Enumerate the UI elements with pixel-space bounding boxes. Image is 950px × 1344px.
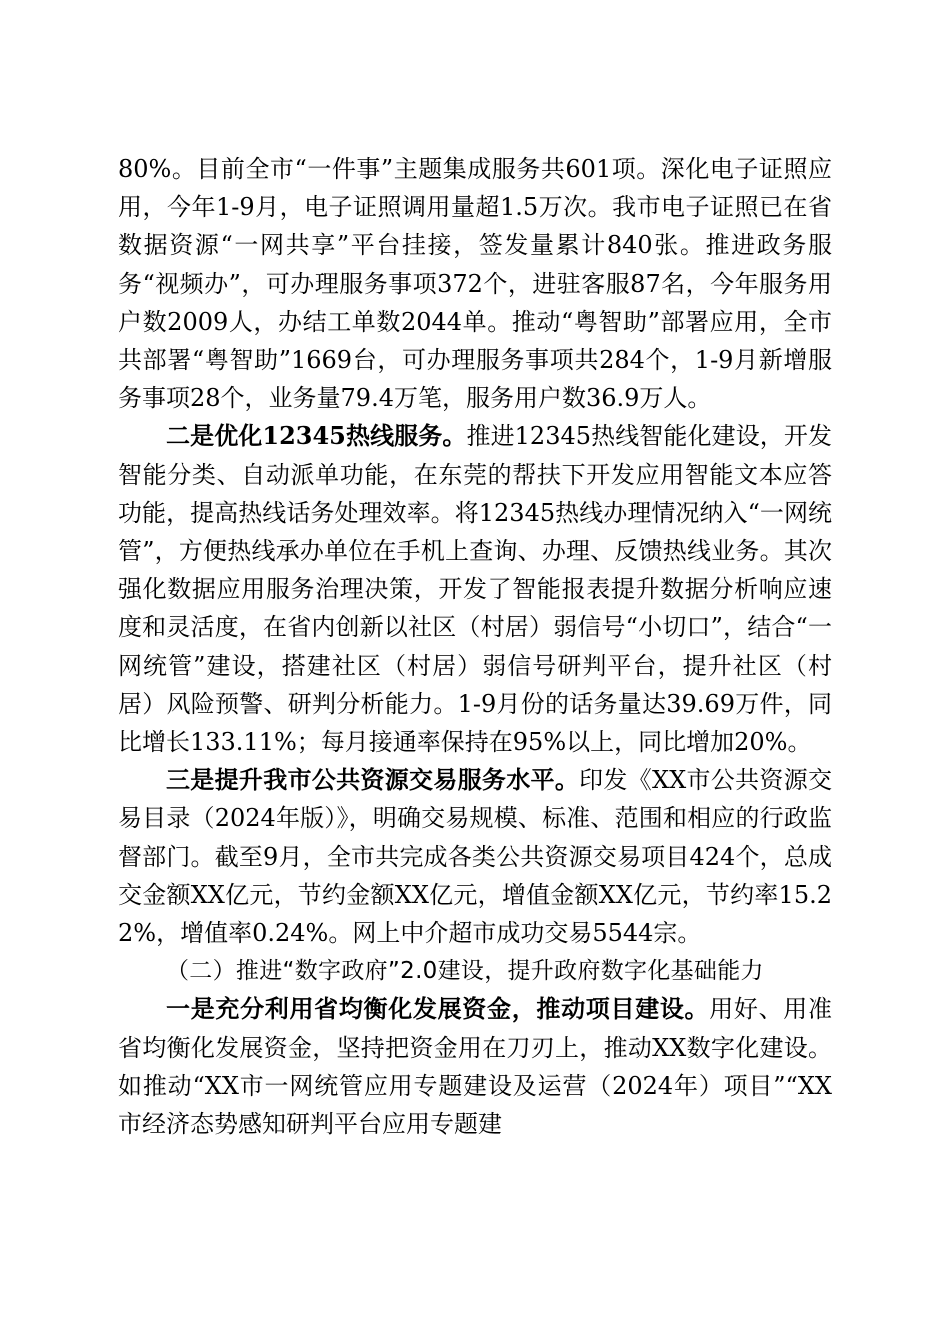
paragraph-lead: 一是充分利用省均衡化发展资金，推动项目建设。 (166, 994, 710, 1024)
paragraph-text: 印发《XX市公共资源交易目录（2024年版）》，明确交易规模、标准、范围和相应的行政监督部门。截至9月，全市共完成各类公共资源交易项目424个，总成交金额XX亿元，节约金额XX亿元，增值金额XX亿元，节约率15.22%，增值率0.24%。网上中介超市成功交易5544宗。 (118, 766, 833, 948)
paragraph-continuation (118, 150, 832, 417)
paragraph-text: 推进12345热线智能化建设，开发智能分类、自动派单功能，在东莞的帮扶下开发应用智能文本应答功能，提高热线话务处理效率。将12345热线办理情况纳入“一网统管”，方便热线承办单位在手机上查询、办理、反馈热线业务。其次强化数据应用服务治理决策，开发了智能报表提升数据分析响应速度和灵活度，在省内创新以社区（村居）弱信号“小切口”，结合“一网统管”建设，搭建社区（村居）弱信号研判平台，提升社区（村居）风险预警、研判分析能力。1-9月份的话务量达39.69万件，同比增长133.11%；每月接通率保持在95%以上，同比增加20%。 (118, 422, 832, 757)
paragraph-hotline-service (118, 417, 832, 761)
section-heading: （二）推进“数字政府”2.0建设，提升政府数字化基础能力 (166, 958, 764, 985)
paragraph-lead: 三是提升我市公共资源交易服务水平。 (166, 765, 580, 795)
document-page (118, 150, 832, 1143)
paragraph-text: 用好、用准省均衡化发展资金，坚持把资金用在刀刃上，推动XX数字化建设。如推动“XX市一网统管应用专题建设及运营（2024年）项目”“XX市经济态势感知研判平台应用专题建 (118, 995, 833, 1139)
paragraph-text: 80%。目前全市“一件事”主题集成服务共601项。深化电子证照应用，今年1-9月，电子证照调用量超1.5万次。我市电子证照已在省数据资源“一网共享”平台挂接，签发量累计840张。推进政务服务“视频办”，可办理服务事项372个，进驻客服87名，今年服务用户数2009人，办结工单数2044单。推动“粤智助”部署应用，全市共部署“粤智助”1669台，可办理服务事项共284个，1-9月新增服务事项28个，业务量79.4万笔，服务用户数36.9万人。 (118, 155, 832, 413)
paragraph-lead: 二是优化12345热线服务。 (166, 421, 467, 451)
paragraph-balanced-development-funds (118, 990, 832, 1143)
paragraph-public-resource-trading (118, 761, 832, 952)
